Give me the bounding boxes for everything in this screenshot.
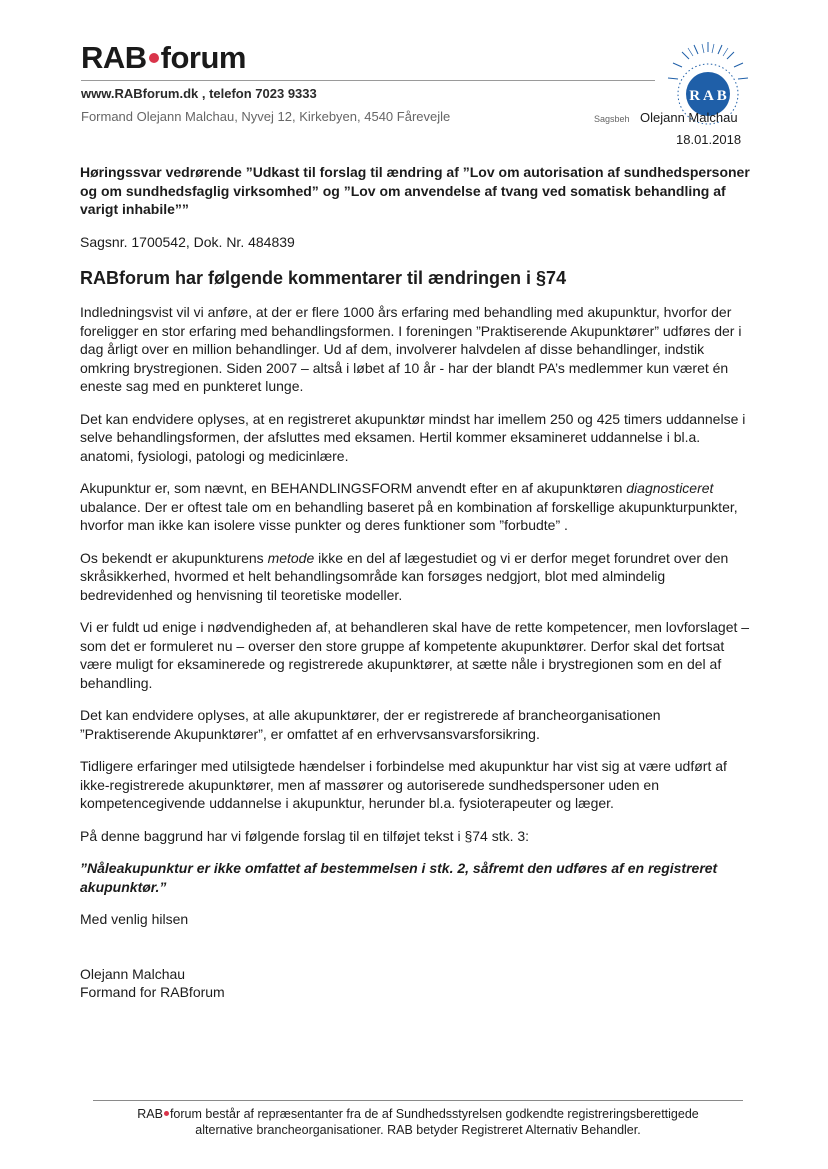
footer-line-1 (93, 1106, 743, 1122)
letter-date: 18.01.2018 (676, 132, 742, 147)
paragraph-5: Vi er fuldt ud enige i nødvendigheden af, at behandleren skal have de rette kompetencer, men lovforslaget – som det er formuleret nu – overser den store gruppe af kompetente akupunktører. Derfor skal det fortsat være muligt for eksaminerede og registrerede akupunktører, at sætte nåle i brystregionen som en del af behandling. (80, 619, 750, 691)
logo-rab-text: RAB (81, 40, 147, 75)
letter-title: Høringssvar vedrørende ”Udkast til forslag til ændring af ”Lov om autorisation af sundhedspersoner og om sundhedsfaglig virksomhed” og ”Lov om anvendelse af tvang ved somatisk behandling af varigt inhabile”” (80, 164, 750, 217)
closing: Med venlig hilsen (80, 911, 189, 927)
footer-line-2: alternative brancheorganisationer. RAB betyder Registreret Alternativ Behandler. (195, 1123, 641, 1137)
letter-body (80, 163, 750, 1002)
signer-name: Olejann Malchau (80, 965, 186, 982)
paragraph-4-emphasis: metode (267, 549, 315, 566)
paragraph-3-emphasis: diagnosticeret (626, 480, 714, 496)
footer-text (93, 1106, 743, 1138)
paragraph-6: Det kan endvidere oplyses, at alle akupunktører, der er registrerede af brancheorganisationen ”Praktiserende Akupunktører”, er omfattet af en erhvervsansvarsforsikring. (80, 707, 661, 742)
footer-divider (93, 1100, 743, 1101)
signature-block (80, 965, 750, 1002)
footer-dot-icon (164, 1111, 169, 1116)
website-phone: www.RABforum.dk , telefon 7023 9333 (81, 86, 317, 101)
section-heading: RABforum har følgende kommentarer til ændringen i §74 (80, 268, 567, 288)
paragraph-1: Indledningsvist vil vi anføre, at der er flere 1000 års erfaring med behandling med akupunktur, hvorfor der foreligger en stor erfaring med behandlingsformen. I foreningen ”Praktiserende Akupunktører” udføres der i dag årligt over en million behandlinger. Ud af dem, involverer halvdelen af disse behandlinger, indstik omkring brystregionen. Siden 2007 – altså i løbet af 10 år - har der blandt PA’s medlemmer kun været én eneste sag med en punkteret lunge. (80, 304, 742, 394)
case-number: Sagsnr. 1700542, Dok. Nr. 484839 (80, 233, 295, 250)
logo-forum-text: forum (160, 40, 246, 75)
paragraph-4 (80, 549, 750, 605)
paragraph-8: På denne baggrund har vi følgende forslag til en tilføjet tekst i §74 stk. 3: (80, 827, 530, 844)
signer-title: Formand for RABforum (80, 984, 225, 1000)
logo-dot-icon (149, 53, 159, 63)
paragraph-4-part-b: ikke en del af lægestudiet og vi er derfor meget forundret over den skråsikkerhed, hvormed et helt behandlingsområde kan forsøges nedgjort, blot med almindelig bedrevidenhed og henvisning til teoretiske modeller. (80, 549, 729, 603)
header-divider (81, 80, 655, 81)
chair-address: Formand Olejann Malchau, Nyvej 12, Kirkebyen, 4540 Fårevejle (81, 109, 451, 124)
proposed-text: ”Nåleakupunktur er ikke omfattet af bestemmelsen i stk. 2, såfremt den udføres af en registreret akupunktør.” (80, 860, 718, 895)
paragraph-4-part-a: Os bekendt er akupunkturens (80, 549, 268, 566)
paragraph-3-part-b: ubalance. Der er oftest tale om en behandling baseret på en kombination af forskellige akupunkturpunkter, hvorfor man ikke kan isolere visse punkter og deres funktioner som ”forbudte” . (80, 498, 738, 533)
seal-text: R A B (689, 88, 727, 104)
paragraph-3-part-a: Akupunktur er, som nævnt, en BEHANDLINGSFORM anvendt efter en af akupunktøren (80, 480, 627, 496)
logo-wordmark (81, 40, 246, 76)
paragraph-2: Det kan endvidere oplyses, at en registreret akupunktør mindst har imellem 250 og 425 timers uddannelse i selve behandlingsformen, der afsluttes med eksamen. Hertil kommer eksamineret uddannelse i bl.a. anatomi, fysiologi, patologi og medicinlære. (80, 410, 746, 464)
case-handler-name: Olejann Malchau (640, 110, 738, 125)
footer-brand-rab: RAB (137, 1107, 163, 1121)
footer-line-1-text: forum består af repræsentanter fra de af Sundhedsstyrelsen godkendte registreringsberettigede (169, 1107, 699, 1121)
case-handler-label: Sagsbeh (594, 114, 630, 124)
paragraph-7: Tidligere erfaringer med utilsigtede hændelser i forbindelse med akupunktur har vist sig at være udført af ikke-registrerede akupunktører, men af massører og autoriserede sundhedspersoner uden en kompetencegivende uddannelse i akupunktur, herunder bl.a. fysioterapeuter og læger. (80, 758, 727, 811)
paragraph-3 (80, 479, 750, 535)
